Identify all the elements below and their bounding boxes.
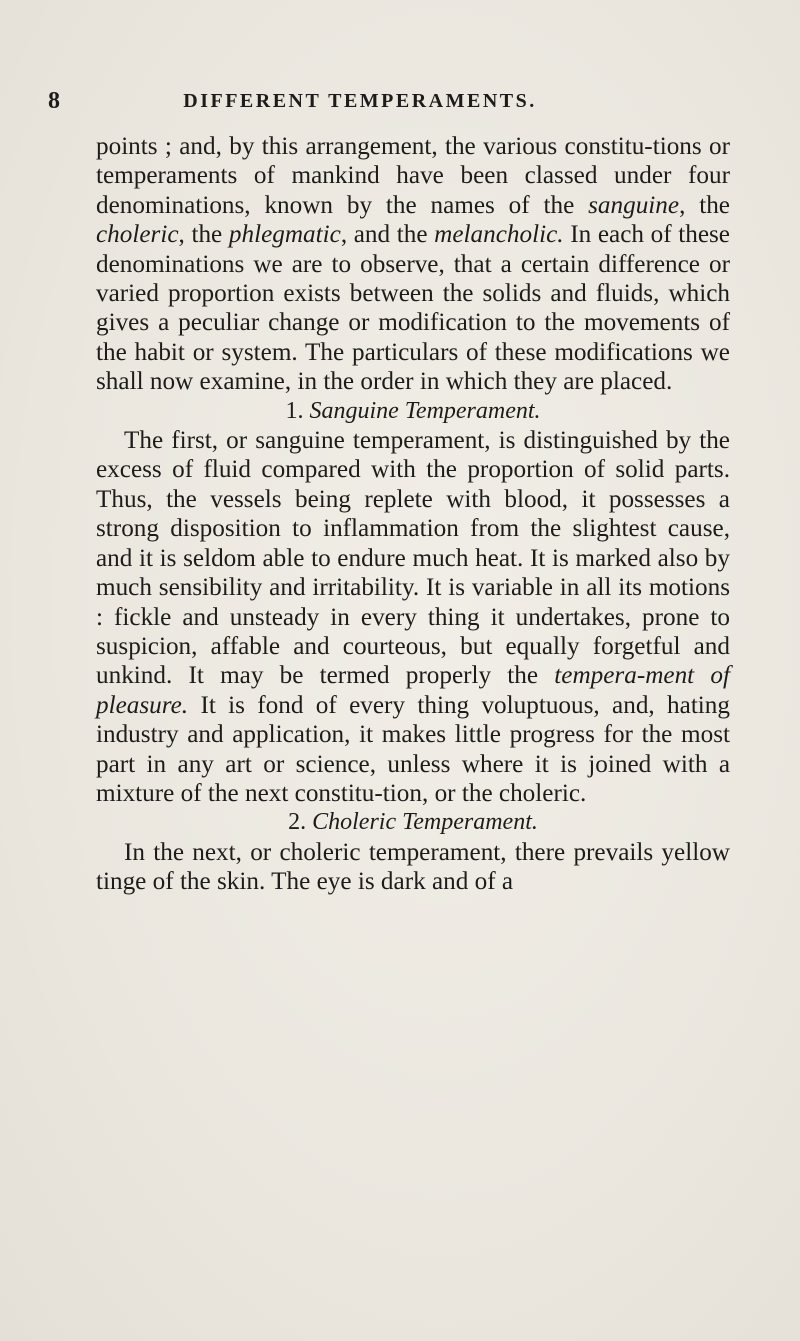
term-sanguine: sanguine — [588, 191, 680, 219]
section-number: 1. — [285, 397, 304, 424]
term-melancholic: melancholic. — [434, 221, 564, 249]
section-title: Sanguine Temperament. — [309, 397, 541, 424]
text-run: In each of these denominations we are to observe, that a certain difference or varied proportion exists between the solids and fluids, which gives a peculiar change or modification to the movements of the habit or system. The particulars of these modifications we shall now examine, in the order in which they are placed. — [96, 221, 730, 396]
section-heading-sanguine — [96, 397, 730, 426]
running-title: DIFFERENT TEMPERAMENTS. — [183, 90, 537, 112]
text-run: , the — [679, 191, 730, 219]
text-run: The first, or sanguine temperament, is distinguished by the excess of fluid compared with the proportion of solid parts. Thus, the vessels being replete with blood, it possesses a strong disposition to inflammation from the slightest cause, and it is seldom able to endure much heat. It is marked also by much sensibility and irritability. It is variable in all its motions : fickle and unsteady in every thing it undertakes, prone to suspicion, affable and courteous, but equally forgetful and unkind. It may be termed properly the — [96, 427, 730, 690]
text-run: It is fond of every thing voluptuous, and, hating industry and application, it makes little progress for the most part in any art or science, unless where it is joined with a mixture of the next constitu-tion, or the choleric. — [96, 691, 730, 807]
text-run: , the — [178, 221, 229, 249]
text-run: , and the — [340, 221, 435, 249]
body-text — [96, 132, 730, 897]
term-choleric: choleric — [96, 221, 179, 249]
term-temperament-of-pleasure: tempera-ment of pleasure. — [96, 662, 730, 719]
page-number: 8 — [48, 88, 61, 114]
term-phlegmatic: phlegmatic — [228, 221, 341, 249]
paragraph-choleric: In the next, or choleric temperament, there prevails yellow tinge of the skin. The eye is dark and of a — [96, 838, 730, 896]
paragraph-sanguine — [96, 426, 730, 808]
section-heading-choleric — [96, 808, 730, 837]
section-number: 2. — [288, 809, 307, 836]
section-title: Choleric Temperament. — [312, 809, 538, 836]
text-run: points ; and, by this arrangement, the various constitu-tions or temperaments of mankind have been classed under four denominations, known by the names of the — [96, 133, 730, 219]
paragraph-intro — [96, 132, 730, 397]
page-header — [48, 88, 748, 118]
